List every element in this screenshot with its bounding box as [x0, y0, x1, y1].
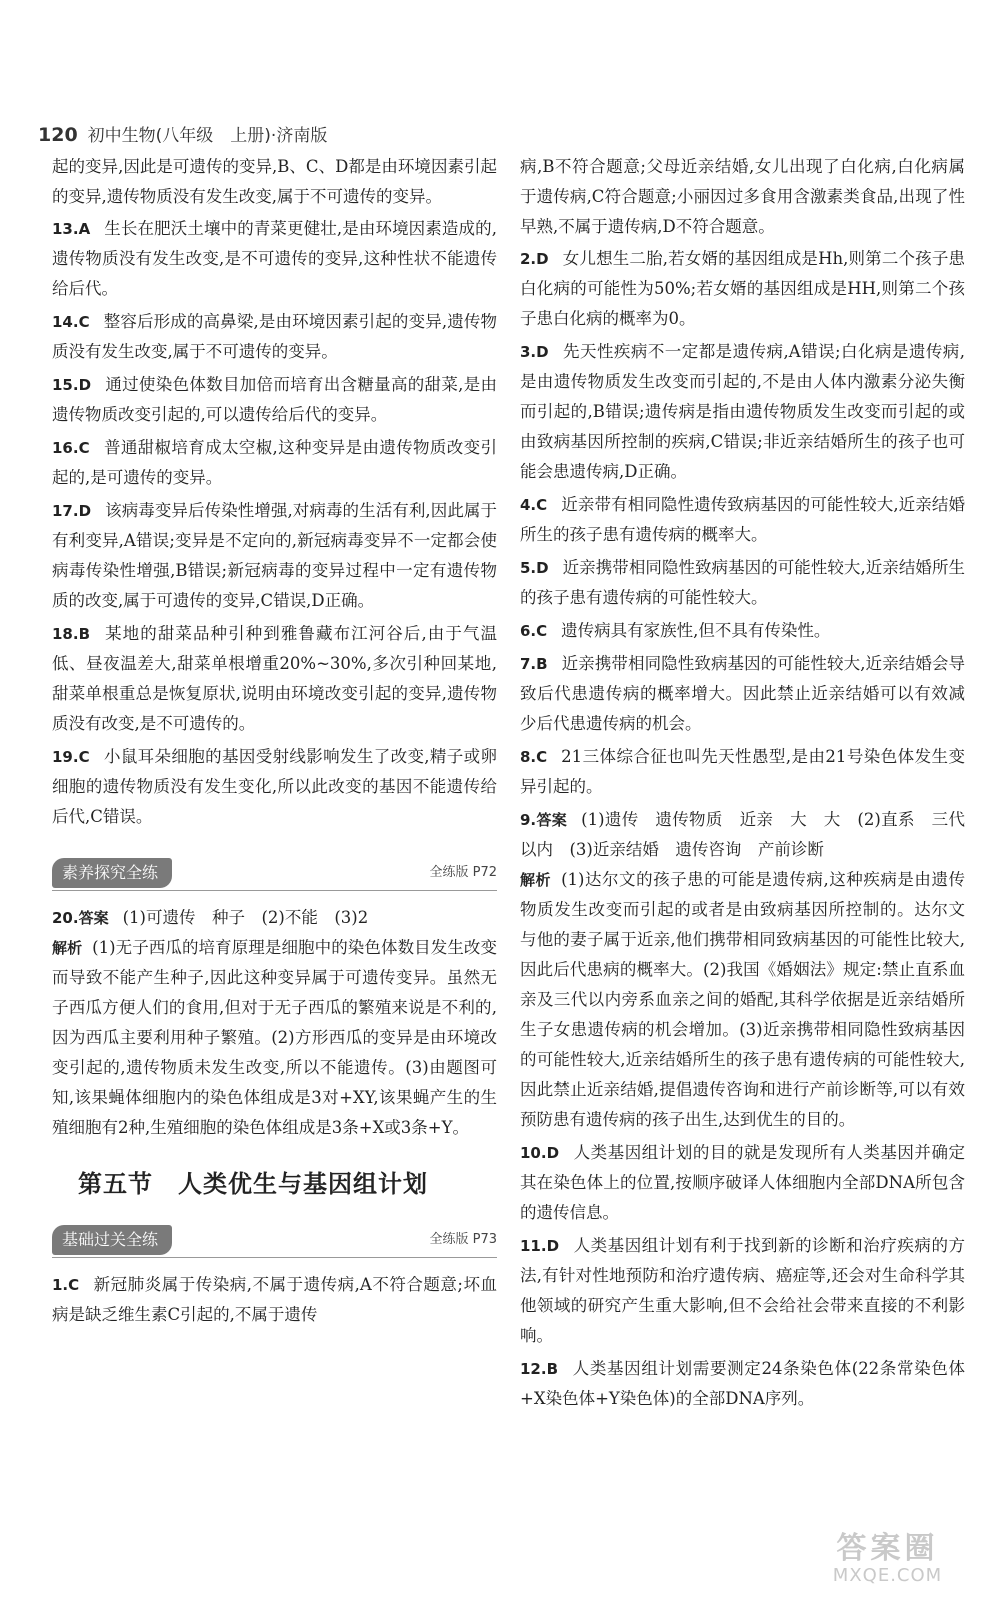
answer-item-16 [52, 433, 497, 493]
watermark-logo-text: 答案圈 [836, 1531, 939, 1566]
answer-item-18 [52, 619, 497, 739]
item-text: 遗传病具有家族性,但不具有传染性。 [561, 621, 831, 640]
analysis-label: 解析 [520, 871, 552, 889]
analysis-20 [52, 933, 497, 1143]
item-text: 某地的甜菜品种引种到雅鲁藏布江河谷后,由于气温低、昼夜温差大,甜菜单根增重20%~30%,多次引种回某地,甜菜单根重总是恢复原状,说明由环境改变引起的变异,遗传物质没有改变,是不可遗传的。 [52, 624, 497, 733]
item-text: 小鼠耳朵细胞的基因受射线影响发生了改变,精子或卵细胞的遗传物质没有发生变化,所以此改变的基因不能遗传给后代,C错误。 [52, 747, 497, 826]
item-text: 近亲携带相同隐性致病基因的可能性较大,近亲结婚会导致后代患遗传病的概率增大。因此禁止近亲结婚可以有效减少后代患遗传病的机会。 [520, 654, 965, 733]
analysis-label: 解析 [52, 939, 83, 957]
book-title: 初中生物(八年级 上册)·济南版 [87, 126, 328, 146]
item-answer: (1)可遗传 种子 (2)不能 (3)2 [122, 908, 369, 927]
answer-item-19 [52, 742, 497, 832]
item-number: 18.B [52, 625, 91, 643]
item-number: 9.答案 [520, 811, 568, 829]
item-number: 20.答案 [52, 909, 109, 927]
item-text: 先天性疾病不一定都是遗传病,A错误;白化病是遗传病,是由遗传物质发生改变而引起的,不是由人体内激素分泌失衡而引起的,B错误;遗传病是指由遗传物质发生改变而引起的或由致病基因所控制的疾病,C错误;非近亲结婚所生的孩子也可能会患遗传病,D正确。 [520, 342, 965, 481]
item-text: 普通甜椒培育成太空椒,这种变异是由遗传物质改变引起的,是可遗传的变异。 [52, 438, 497, 487]
page-header [38, 112, 958, 146]
answer-item-12 [520, 1354, 965, 1414]
answer-item-15 [52, 370, 497, 430]
item-text: 通过使染色体数目加倍而培育出含糖量高的甜菜,是由遗传物质改变引起的,可以遗传给后代的变异。 [52, 375, 497, 424]
item-text: 女儿想生二胎,若女婿的基因组成是Hh,则第二个孩子患白化病的可能性为50%;若女婿的基因组成是HH,则第二个孩子患白化病的概率为0。 [520, 249, 965, 328]
section-banner-practice [52, 856, 497, 891]
right-column [520, 152, 965, 1417]
item-text: 新冠肺炎属于传染病,不属于遗传病,A不符合题意;坏血病是缺乏维生素C引起的,不属于遗传 [52, 1275, 497, 1324]
answer-item-9 [520, 805, 965, 865]
answer-item-3 [520, 337, 965, 487]
item-number: 13.A [52, 220, 91, 238]
item-number: 5.D [520, 559, 549, 577]
item-number: 4.C [520, 496, 548, 514]
section-badge: 素养探究全练 [52, 858, 172, 888]
section-title: 第五节 人类优生与基因组计划 [78, 1170, 428, 1198]
analysis-text: (1)无子西瓜的培育原理是细胞中的染色体数目发生改变而导致不能产生种子,因此这种变异属于可遗传变异。虽然无子西瓜方便人们的食用,但对于无子西瓜的繁殖来说是不利的,因为西瓜主要利用种子繁殖。(2)方形西瓜的变异是由环境改变引起的,遗传物质未发生改变,所以不能遗传。(3)由题图可知,该果蝇体细胞内的染色体组成是3对+XY,该果蝇产生的生殖细胞有2种,生殖细胞的染色体组成是3条+X或3条+Y。 [52, 938, 497, 1137]
item-number: 1.C [52, 1276, 80, 1294]
item-text: 人类基因组计划有利于找到新的诊断和治疗疾病的方法,有针对性地预防和治疗遗传病、癌症等,还会对生命科学其他领域的研究产生重大影响,但不会给社会带来直接的不利影响。 [520, 1236, 965, 1345]
item-number: 6.C [520, 622, 548, 640]
answer-item-13 [52, 214, 497, 304]
section-badge: 基础过关全练 [52, 1225, 172, 1255]
answer-item-17 [52, 496, 497, 616]
item-text: 人类基因组计划需要测定24条染色体(22条常染色体+X染色体+Y染色体)的全部DNA序列。 [520, 1359, 965, 1408]
item-number: 11.D [520, 1237, 560, 1255]
item-number: 8.C [520, 748, 548, 766]
answer-item-20 [52, 903, 497, 933]
item-number: 12.B [520, 1360, 559, 1378]
analysis-text: (1)达尔文的孩子患的可能是遗传病,这种疾病是由遗传物质发生改变而引起的或者是由致病基因所控制的。达尔文与他的妻子属于近亲,他们携带相同致病基因的可能性比较大,因此后代患病的概率大。(2)我国《婚姻法》规定:禁止直系血亲及三代以内旁系血亲之间的婚配,其科学依据是近亲结婚所生子女患遗传病的机会增加。(3)近亲携带相同隐性致病基因的可能性较大,近亲结婚所生的孩子患有遗传病的可能性较大,因此禁止近亲结婚,提倡遗传咨询和进行产前诊断等,可以有效预防患有遗传病的孩子出生,达到优生的目的。 [520, 870, 965, 1129]
item-text: 整容后形成的高鼻梁,是由环境因素引起的变异,遗传物质没有发生改变,属于不可遗传的变异。 [52, 312, 497, 361]
section-reference: 全练版 P72 [429, 865, 497, 880]
answer-item-1 [52, 1270, 497, 1330]
answer-item-8 [520, 742, 965, 802]
continued-text: 病,B不符合题意;父母近亲结婚,女儿出现了白化病,白化病属于遗传病,C符合题意;小丽因过多食用含激素类食品,出现了性早熟,不属于遗传病,D不符合题意。 [520, 157, 965, 236]
item-number: 19.C [52, 748, 90, 766]
item-number: 2.D [520, 250, 549, 268]
site-watermark [805, 1532, 970, 1588]
answer-item-6 [520, 616, 965, 646]
watermark-url: MXQE.COM [832, 1565, 943, 1586]
item-text: 近亲携带相同隐性致病基因的可能性较大,近亲结婚所生的孩子患有遗传病的可能性较大。 [520, 558, 965, 607]
item-number: 15.D [52, 376, 92, 394]
item-text: 近亲带有相同隐性遗传致病基因的可能性较大,近亲结婚所生的孩子患有遗传病的概率大。 [520, 495, 965, 544]
section-banner-basic [52, 1223, 497, 1258]
item-text: 该病毒变异后传染性增强,对病毒的生活有利,因此属于有利变异,A错误;变异是不定向的,新冠病毒变异不一定都会使病毒传染性增强,B错误;新冠病毒的变异过程中一定有遗传物质的改变,属于可遗传的变异,C错误,D正确。 [52, 501, 497, 610]
answer-item-4 [520, 490, 965, 550]
answer-item-5 [520, 553, 965, 613]
section-reference: 全练版 P73 [429, 1232, 497, 1247]
analysis-9 [520, 865, 965, 1135]
item-text: 生长在肥沃土壤中的青菜更健壮,是由环境因素造成的,遗传物质没有发生改变,是不可遗传的变异,这种性状不能遗传给后代。 [52, 219, 497, 298]
item-text: 人类基因组计划的目的就是发现所有人类基因并确定其在染色体上的位置,按顺序破译人体细胞内全部DNA所包含的遗传信息。 [520, 1143, 965, 1222]
page-number: 120 [38, 124, 78, 146]
item-number: 14.C [52, 313, 90, 331]
item-text: 21三体综合征也叫先天性愚型,是由21号染色体发生变异引起的。 [520, 747, 965, 796]
answer-item-10 [520, 1138, 965, 1228]
item-answer: (1)遗传 遗传物质 近亲 大 大 (2)直系 三代以内 (3)近亲结婚 遗传咨询 产前诊断 [520, 810, 965, 859]
answer-item-2 [520, 244, 965, 334]
item-number: 10.D [520, 1144, 560, 1162]
item-number: 16.C [52, 439, 90, 457]
item-number: 3.D [520, 343, 549, 361]
item-number: 7.B [520, 655, 548, 673]
item-number: 17.D [52, 502, 92, 520]
answer-item-11 [520, 1231, 965, 1351]
answer-item-14 [52, 307, 497, 367]
left-column [52, 152, 497, 1333]
answer-item-7 [520, 649, 965, 739]
continued-text: 起的变异,因此是可遗传的变异,B、C、D都是由环境因素引起的变异,遗传物质没有发生改变,属于不可遗传的变异。 [52, 157, 497, 206]
